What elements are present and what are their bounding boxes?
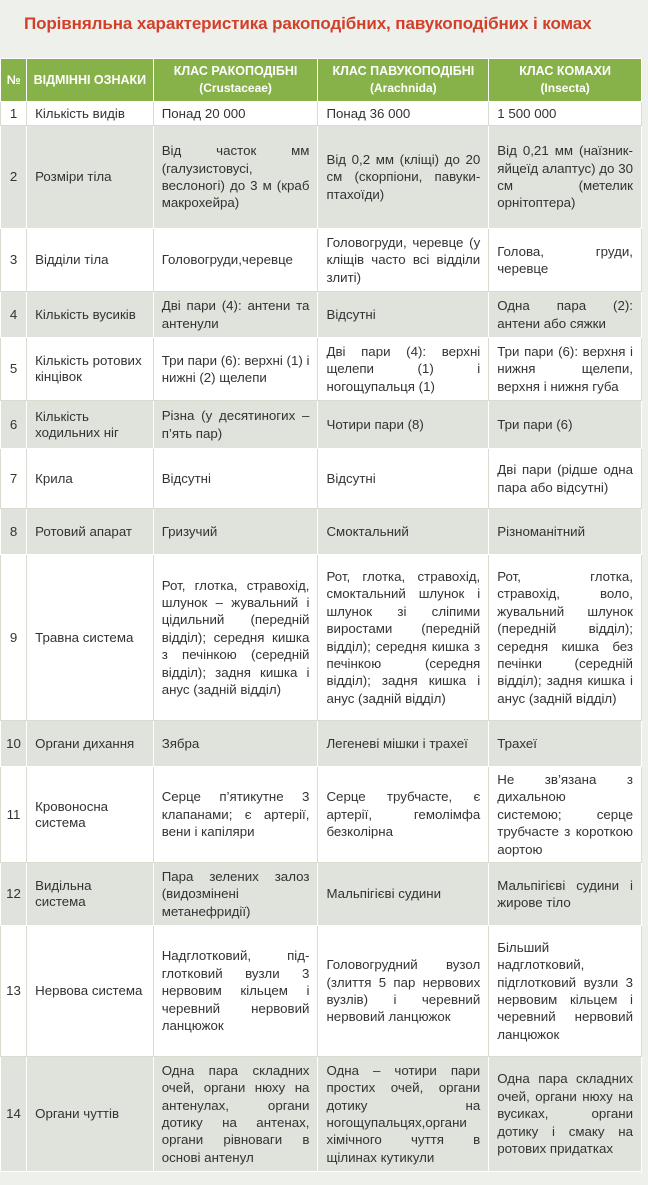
cell-arachnids: Від 0,2 мм (кліщі) до 20 см (скорпіони, павуки-птахоїди) — [318, 126, 489, 229]
row-number: 11 — [1, 767, 27, 863]
cell-arachnids: Одна – чотири пари простих очей, органи дотику на ногощупальцях,органи хімічного чуття в щілинах кутикули — [318, 1057, 489, 1172]
cell-insects: Три пари (6) — [489, 401, 642, 449]
cell-crustaceans: Гризучий — [153, 509, 318, 555]
table-row — [1, 292, 642, 338]
cell-arachnids: Рот, глотка, стравохід, смоктальний шлунок і шлунок зі сліпими виростами (передній відділ); середня кишка з печінкою (середня відділ); задня кишка і анус (задній відділ) — [318, 555, 489, 721]
table-row — [1, 863, 642, 926]
row-number: 2 — [1, 126, 27, 229]
cell-insects: Одна пара складних очей, органи нюху на вусиках, органи дотику і смаку на ротових придатках — [489, 1057, 642, 1172]
row-number: 12 — [1, 863, 27, 926]
header-insects-latin: (Insecta) — [540, 81, 590, 95]
row-number: 5 — [1, 338, 27, 401]
row-sign: Крила — [27, 449, 154, 509]
cell-arachnids: Головогрудний вузол (злиття 5 пар нервових вузлів) і черевний нервовий ланцюжок — [318, 926, 489, 1057]
row-number: 7 — [1, 449, 27, 509]
header-insects — [489, 59, 642, 102]
row-number: 14 — [1, 1057, 27, 1172]
cell-arachnids: Смоктальний — [318, 509, 489, 555]
table-row — [1, 767, 642, 863]
table-row — [1, 229, 642, 292]
cell-crustaceans: Пара зелених залоз (видозмінені метанефридії) — [153, 863, 318, 926]
table-row — [1, 126, 642, 229]
header-arachnids-label: КЛАС ПАВУКОПОДІБНІ — [332, 64, 475, 78]
cell-insects: Не зв’язана з дихальною системою; серце трубчасте з короткою аортою — [489, 767, 642, 863]
header-crustaceans-latin: (Crustaceae) — [199, 81, 272, 95]
cell-crustaceans: Одна пара складних очей, органи нюху на антенулах, органи дотику на антенах, органи рівноваги в основі антенул — [153, 1057, 318, 1172]
row-sign: Кількість вусиків — [27, 292, 154, 338]
row-number: 13 — [1, 926, 27, 1057]
cell-crustaceans: Серце п’ятикутне 3 клапанами; є артерії, вени і капіляри — [153, 767, 318, 863]
cell-crustaceans: Понад 20 000 — [153, 102, 318, 126]
cell-crustaceans: Від часток мм (галузистовусі, веслоногі) до 3 м (краб макрохейра) — [153, 126, 318, 229]
table-row — [1, 926, 642, 1057]
cell-arachnids: Легеневі мішки і трахеї — [318, 721, 489, 767]
cell-crustaceans: Три пари (6): верхні (1) і нижні (2) щелепи — [153, 338, 318, 401]
row-sign: Кількість ходильних ніг — [27, 401, 154, 449]
cell-arachnids: Відсутні — [318, 449, 489, 509]
row-sign: Кровоносна система — [27, 767, 154, 863]
table-row — [1, 102, 642, 126]
row-number: 8 — [1, 509, 27, 555]
cell-crustaceans: Надглотковий, під-глотковий вузли 3 нервовим кільцем і черевний нервовий ланцюжок — [153, 926, 318, 1057]
header-number: № — [1, 59, 27, 102]
cell-arachnids: Серце трубчасте, є артерії, гемолімфа безколірна — [318, 767, 489, 863]
cell-insects: Трахеї — [489, 721, 642, 767]
cell-insects: Голова, груди, черевце — [489, 229, 642, 292]
header-arachnids-latin: (Arachnida) — [370, 81, 437, 95]
cell-insects: Рот, глотка, стравохід, воло, жувальний шлунок (передній відділ); середня кишка без печінки (середній відділ); задня кишка і анус (задній відділ) — [489, 555, 642, 721]
row-sign: Відділи тіла — [27, 229, 154, 292]
cell-arachnids: Відсутні — [318, 292, 489, 338]
cell-arachnids: Головогруди, черевце (у кліщів часто всі відділи злиті) — [318, 229, 489, 292]
table-row — [1, 509, 642, 555]
row-sign: Нервова система — [27, 926, 154, 1057]
cell-crustaceans: Зябра — [153, 721, 318, 767]
row-sign: Кількість видів — [27, 102, 154, 126]
cell-insects: Мальпігієві судини і жирове тіло — [489, 863, 642, 926]
cell-crustaceans: Відсутні — [153, 449, 318, 509]
header-signs: ВІДМІННІ ОЗНАКИ — [27, 59, 154, 102]
row-sign: Травна система — [27, 555, 154, 721]
header-insects-label: КЛАС КОМАХИ — [519, 64, 611, 78]
row-sign: Видільна система — [27, 863, 154, 926]
table-row — [1, 555, 642, 721]
cell-arachnids: Чотири пари (8) — [318, 401, 489, 449]
row-number: 1 — [1, 102, 27, 126]
row-number: 10 — [1, 721, 27, 767]
cell-insects: Більший надглотковий, підглотковий вузли 3 нервовим кільцем і черевний нервовий ланцюжок — [489, 926, 642, 1057]
table-row — [1, 401, 642, 449]
cell-crustaceans: Головогруди,черевце — [153, 229, 318, 292]
row-number: 9 — [1, 555, 27, 721]
cell-arachnids: Понад 36 000 — [318, 102, 489, 126]
row-sign: Кількість ротових кінцівок — [27, 338, 154, 401]
header-arachnids — [318, 59, 489, 102]
cell-insects: Одна пара (2): антени або сяжки — [489, 292, 642, 338]
row-number: 4 — [1, 292, 27, 338]
table-row — [1, 338, 642, 401]
table-row — [1, 449, 642, 509]
row-sign: Розміри тіла — [27, 126, 154, 229]
table-row — [1, 721, 642, 767]
cell-crustaceans: Рот, глотка, стравохід, шлунок – жувальний і цідильний (передній відділ); середня кишка з печінкою (середній відділ); задня кишка і анус (задній відділ) — [153, 555, 318, 721]
cell-insects: Від 0,21 мм (наїзник-яйцеїд алаптус) до 30 см (метелик орнітоптера) — [489, 126, 642, 229]
row-number: 6 — [1, 401, 27, 449]
table-row — [1, 1057, 642, 1172]
cell-crustaceans: Різна (у десятиногих – п’ять пар) — [153, 401, 318, 449]
cell-insects: Три пари (6): верхня і нижня щелепи, верхня і нижня губа — [489, 338, 642, 401]
row-sign: Органи чуттів — [27, 1057, 154, 1172]
row-sign: Ротовий апарат — [27, 509, 154, 555]
cell-insects: 1 500 000 — [489, 102, 642, 126]
row-sign: Органи дихання — [27, 721, 154, 767]
cell-crustaceans: Дві пари (4): антени та антенули — [153, 292, 318, 338]
cell-insects: Різноманітний — [489, 509, 642, 555]
cell-arachnids: Дві пари (4): верхні щелепи (1) і ногощупальця (1) — [318, 338, 489, 401]
page-title: Порівняльна характеристика ракоподібних, павукоподібних і комах — [24, 14, 592, 33]
row-number: 3 — [1, 229, 27, 292]
table-header-row — [1, 59, 642, 102]
header-crustaceans-label: КЛАС РАКОПОДІБНІ — [173, 64, 298, 78]
cell-arachnids: Мальпігієві судини — [318, 863, 489, 926]
header-crustaceans — [153, 59, 318, 102]
comparison-table — [0, 58, 642, 1172]
cell-insects: Дві пари (рідше одна пара або відсутні) — [489, 449, 642, 509]
